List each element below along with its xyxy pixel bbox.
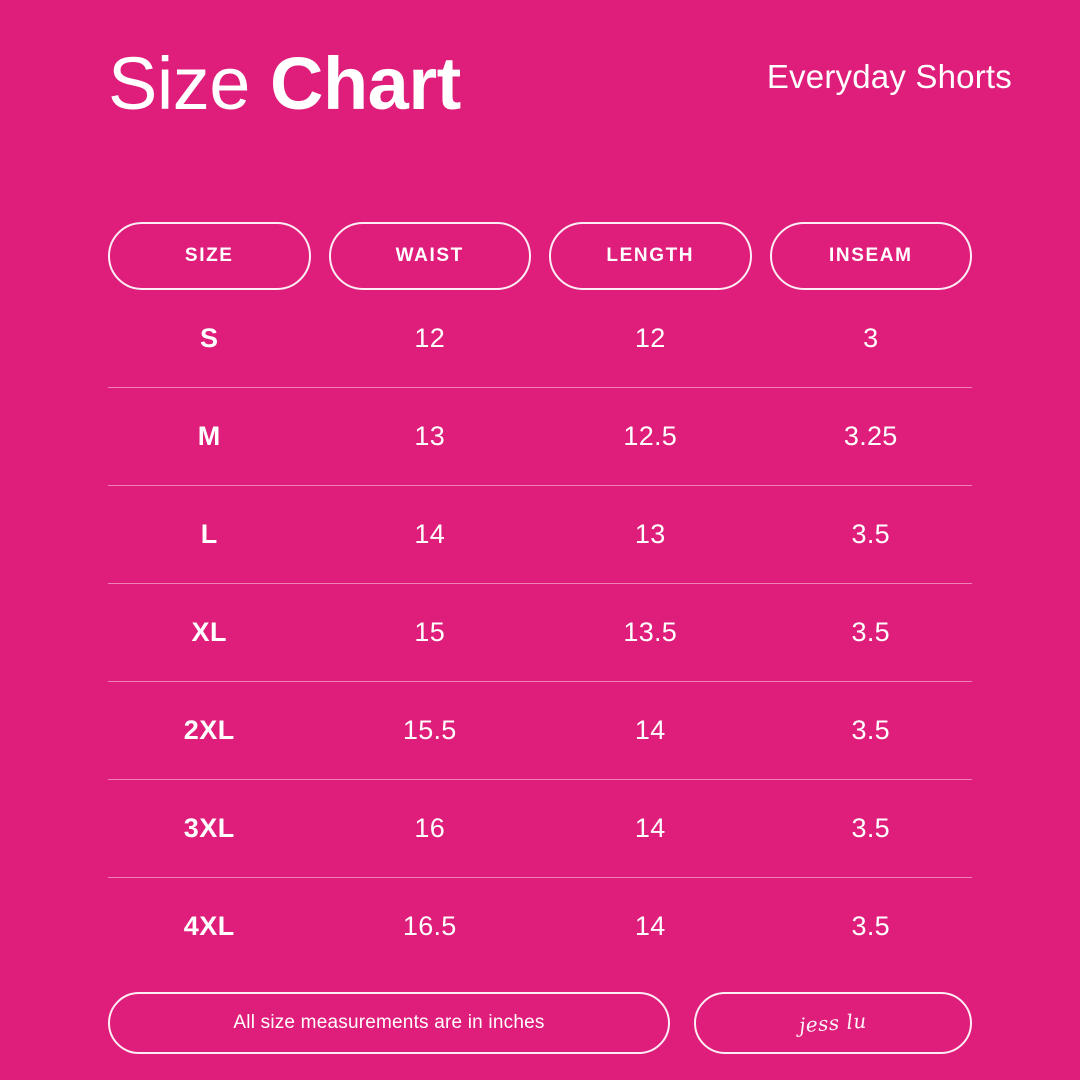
cell-waist: 14 (414, 519, 446, 549)
cell-waist: 15 (414, 617, 446, 647)
table-row (108, 486, 972, 584)
cell-inseam: 3.5 (851, 519, 890, 549)
cell-inseam: 3.5 (851, 617, 890, 647)
cell-length: 14 (634, 911, 666, 941)
cell-waist: 16.5 (402, 911, 457, 941)
size-chart-table (108, 222, 972, 975)
cell-size: XL (191, 617, 227, 647)
cell-size: S (199, 323, 219, 353)
column-header-inseam: INSEAM (770, 222, 973, 290)
table-header-row (108, 222, 972, 290)
cell-length: 14 (634, 813, 666, 843)
cell-inseam: 3 (863, 323, 879, 353)
cell-inseam: 3.5 (851, 813, 890, 843)
footer (108, 992, 972, 1054)
cell-inseam: 3.5 (851, 715, 890, 745)
table-row (108, 780, 972, 878)
table-body (108, 290, 972, 975)
product-name: Everyday Shorts (766, 58, 1012, 95)
column-header-size: SIZE (108, 222, 311, 290)
cell-length: 12 (634, 323, 666, 353)
cell-size: 4XL (183, 911, 235, 941)
cell-size: 2XL (183, 715, 235, 745)
page-title-bold: Chart (270, 42, 461, 125)
cell-length: 12.5 (623, 421, 678, 451)
cell-size: L (200, 519, 218, 549)
cell-length: 13 (634, 519, 666, 549)
measurement-units-note: All size measurements are in inches (108, 992, 670, 1054)
table-row (108, 584, 972, 682)
column-header-waist: WAIST (329, 222, 532, 290)
cell-length: 14 (634, 715, 666, 745)
cell-waist: 16 (414, 813, 446, 843)
cell-length: 13.5 (623, 617, 678, 647)
header (0, 34, 1080, 144)
cell-waist: 15.5 (402, 715, 457, 745)
cell-waist: 12 (414, 323, 446, 353)
cell-inseam: 3.25 (843, 421, 898, 451)
table-row (108, 290, 972, 388)
cell-size: 3XL (183, 813, 235, 843)
brand-signature-text: jess lu (798, 1008, 868, 1038)
table-row (108, 878, 972, 975)
table-row (108, 388, 972, 486)
cell-waist: 13 (414, 421, 446, 451)
cell-size: M (197, 421, 221, 451)
page-title-light: Size (108, 42, 271, 125)
cell-inseam: 3.5 (851, 911, 890, 941)
brand-signature (694, 992, 972, 1054)
table-row (108, 682, 972, 780)
column-header-length: LENGTH (549, 222, 752, 290)
page-title (108, 42, 461, 125)
